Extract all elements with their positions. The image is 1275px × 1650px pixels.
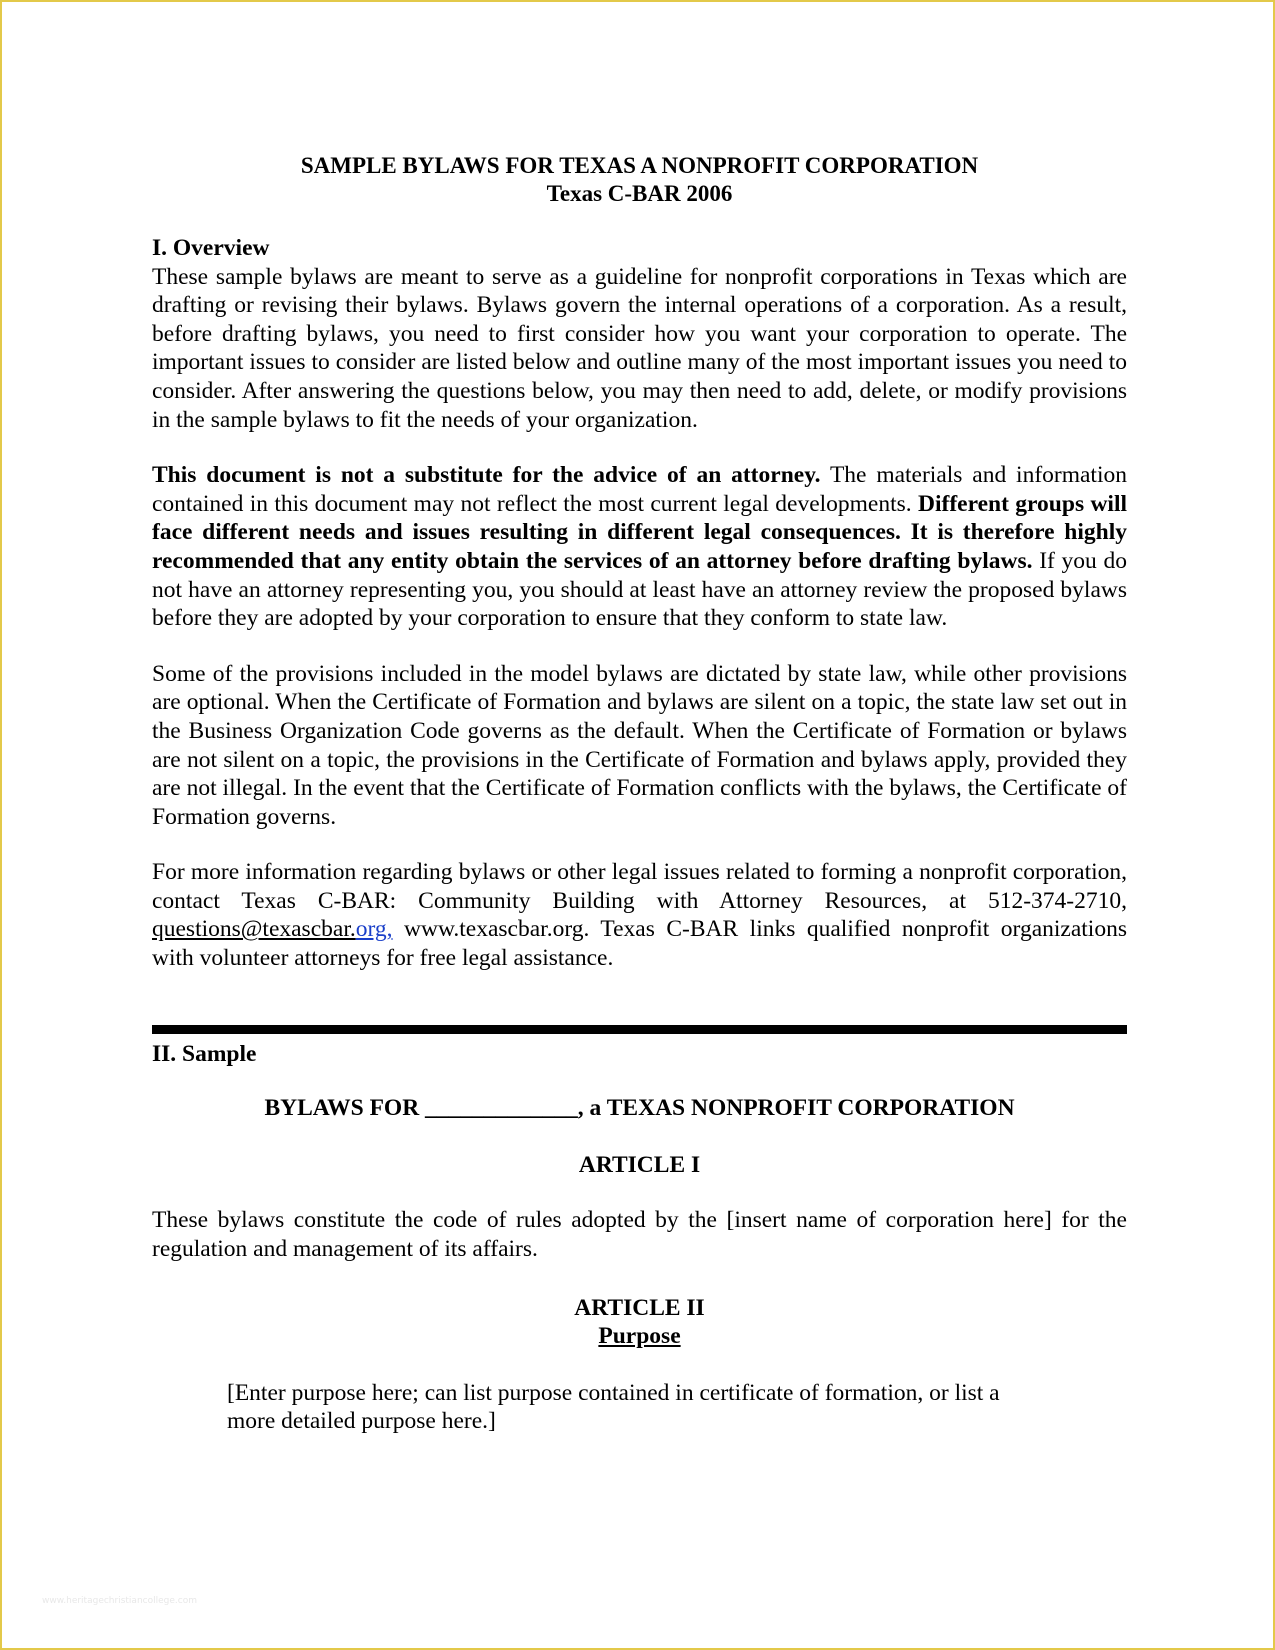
article-1-text: These bylaws constitute the code of rules adopted by the [insert name of corporation here] for the regulation and management of its affairs. xyxy=(152,1207,1127,1263)
provisions-paragraph: Some of the provisions included in the model bylaws are dictated by state law, while other provisions are optional. When the Certificate of Formation and bylaws are silent on a topic, the state law set out in the Business Organization Code governs as the default. When the Certificate of Formation or bylaws are not silent on a topic, the provisions in the Certificate of Formation and bylaws apply, provided they are not illegal. In the event that the Certificate of Formation conflicts with the bylaws, the Certificate of Formation governs. xyxy=(152,660,1127,830)
overview-heading: I. Overview xyxy=(152,235,270,261)
article-2-heading: ARTICLE II xyxy=(574,1294,705,1321)
disclaimer-bold-2: Different groups will face different needs and issues resulting in different legal consequences. It is therefore highly recommended that any entity obtain the services of an attorney before drafting bylaws. xyxy=(152,490,1128,574)
article-2-subheading-line xyxy=(152,1322,1127,1351)
contact-text-1: For more information regarding bylaws or other legal issues related to forming a nonprofit corporation, contact Texas C-BAR: Community Building with Attorney Resources, at 512-374-2710, xyxy=(152,859,1127,914)
contact-paragraph xyxy=(152,858,1127,972)
purpose-text: [Enter purpose here; can list purpose contained in certificate of formation, or list a more detailed purpose here.] xyxy=(227,1379,1000,1435)
disclaimer-bold-1: This document is not a substitute for the advice of an attorney. xyxy=(152,462,821,489)
document-title: SAMPLE BYLAWS FOR TEXAS A NONPROFIT CORPORATION xyxy=(300,153,979,178)
overview-paragraph: These sample bylaws are meant to serve as a guideline for nonprofit corporations in Texas which are drafting or revising their bylaws. Bylaws govern the internal operations of a corporation. As a result, before drafting bylaws, you need to first consider how you want your corporation to operate. The important issues to consider are listed below and outline many of the most important issues you need to consider. After answering the questions below, you may then need to add, delete, or modify provisions in the sample bylaws to fit the needs of your organization. xyxy=(152,263,1127,433)
bylaws-for-heading: BYLAWS FOR _____________, a TEXAS NONPROFIT CORPORATION xyxy=(264,1095,1015,1122)
article-2-subheading: Purpose xyxy=(598,1323,681,1350)
disclaimer-text-2: If you do not have an attorney representing you, you should at least have an attorney review the proposed bylaws before they are adopted by your corporation to ensure that they conform to state law. xyxy=(152,547,1128,632)
watermark-text: www.heritagechristiancollege.com xyxy=(42,1596,197,1606)
email-link-part2[interactable]: org, xyxy=(355,916,393,943)
email-link-part1[interactable]: questions@texascbar. xyxy=(152,916,356,943)
document-content xyxy=(152,152,1127,1436)
contact-text-2: www.texascbar.org. Texas C-BAR links qualified nonprofit organizations with volunteer attorneys for free legal assistance. xyxy=(152,916,1127,972)
disclaimer-text-1: The materials and information contained in this document may not reflect the most current legal developments. xyxy=(152,462,1127,517)
article-1-heading: ARTICLE I xyxy=(578,1151,701,1178)
section-divider xyxy=(152,1025,1127,1034)
sample-heading: II. Sample xyxy=(152,1040,257,1067)
disclaimer-paragraph xyxy=(152,461,1127,633)
document-subtitle: Texas C-BAR 2006 xyxy=(546,181,733,206)
